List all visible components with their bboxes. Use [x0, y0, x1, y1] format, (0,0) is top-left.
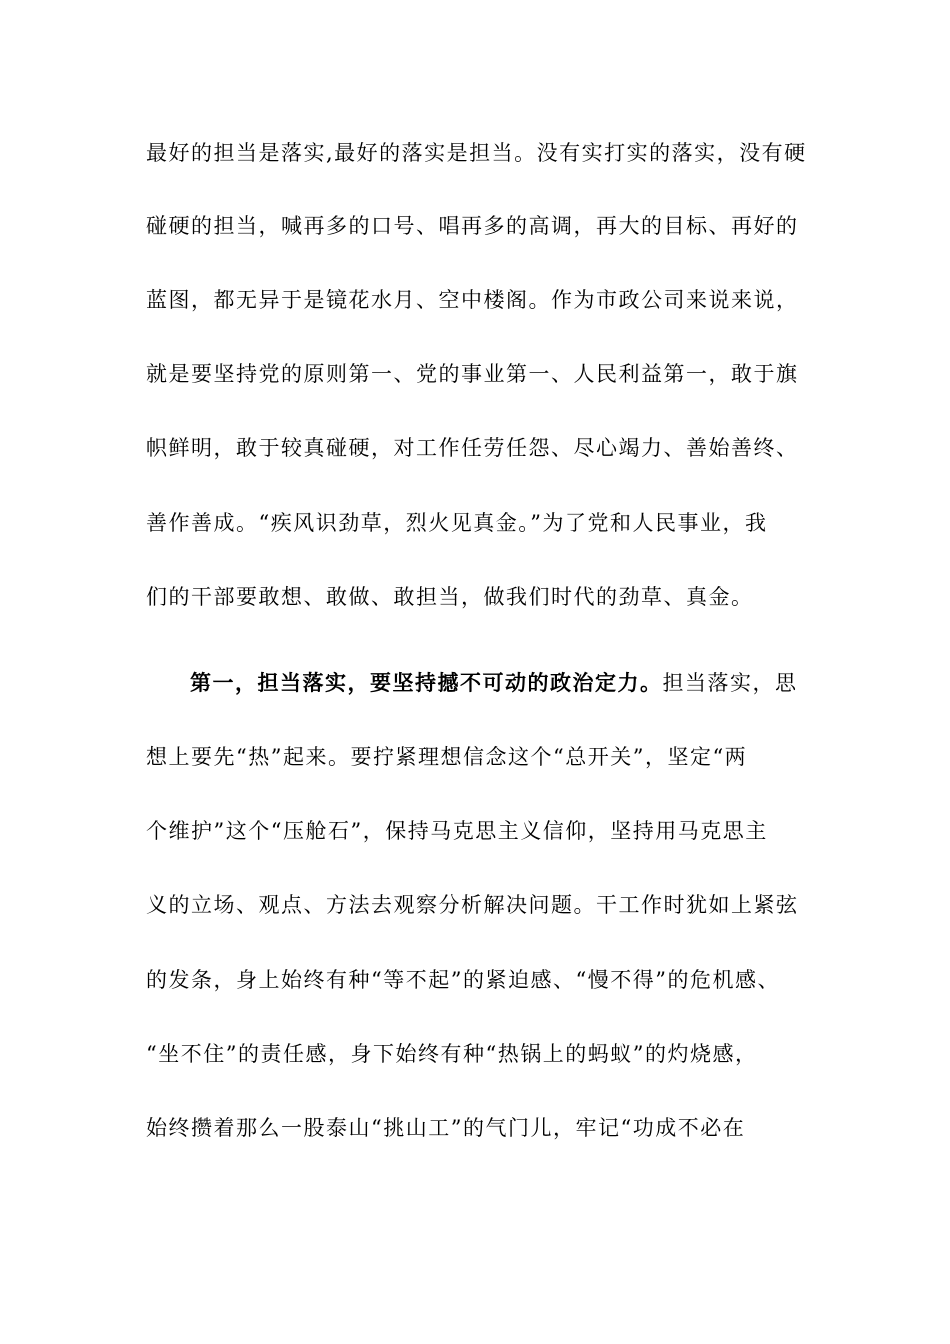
- text-line: [190, 663, 798, 703]
- text-line: 碰硬的担当，喊再多的口号、唱再多的高调，再大的目标、再好的: [146, 214, 799, 238]
- text-line: 们的干部要敢想、敢做、敢担当，做我们时代的劲草、真金。: [146, 585, 754, 609]
- text-line: 始终攒着那么一股泰山“挑山工”的气门儿，牢记“功成不必在: [146, 1116, 746, 1140]
- text-line: 想上要先“热”起来。要拧紧理想信念这个“总开关”，坚定“两: [146, 745, 748, 769]
- text-line: 蓝图，都无异于是镜花水月、空中楼阁。作为市政公司来说来说，: [146, 288, 799, 312]
- text-line: 最好的担当是落实,最好的落实是担当。没有实打实的落实，没有硬: [146, 141, 807, 165]
- section-heading: 第一，担当落实，要坚持撼不可动的政治定力。: [190, 670, 663, 695]
- text-line: 就是要坚持党的原则第一、党的事业第一、人民利益第一，敢于旗: [146, 362, 799, 386]
- text-line: 的发条，身上始终有种“等不起”的紧迫感、“慢不得”的危机感、: [146, 968, 780, 992]
- text-line: 善作善成。“疾风识劲草，烈火见真金。”为了党和人民事业，我: [146, 511, 768, 535]
- text-line: 帜鲜明，敢于较真碰硬，对工作任劳任怨、尽心竭力、善始善终、: [146, 436, 799, 460]
- text-line: 个维护”这个“压舱石”，保持马克思主义信仰，坚持用马克思主: [146, 819, 768, 843]
- text-line: “坐不住”的责任感，身下始终有种“热锅上的蚂蚁”的灼烧感，: [146, 1042, 758, 1066]
- heading-continuation: 担当落实，思: [662, 671, 798, 695]
- text-line: 义的立场、观点、方法去观察分析解决问题。干工作时犹如上紧弦: [146, 893, 799, 917]
